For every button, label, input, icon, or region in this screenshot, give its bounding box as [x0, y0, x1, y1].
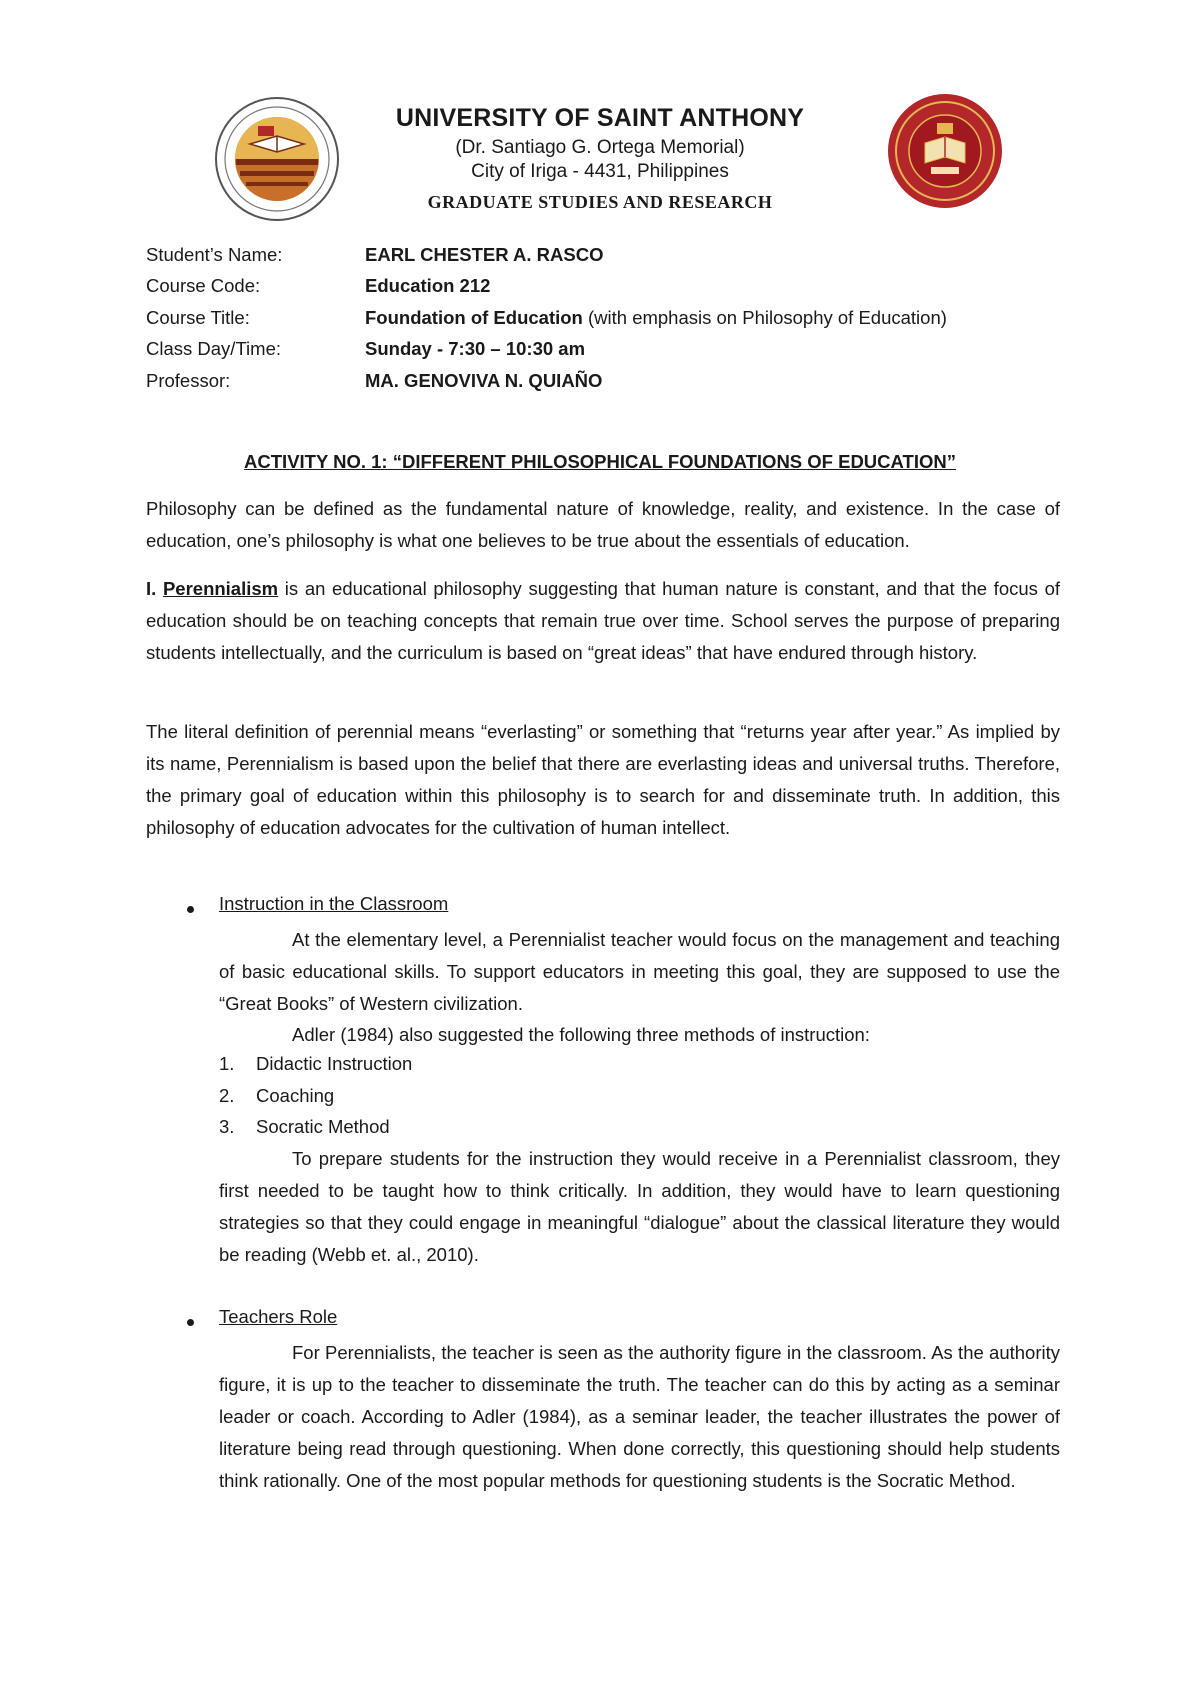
instruction-paragraph-1: At the elementary level, a Perennialist teacher would focus on the management and teaching of basic educational skills. To support educators in meeting this goal, they are supposed to use the “Great Books” of Western civilization. [219, 929, 1060, 1014]
perennialism-text: is an educational philosophy suggesting that human nature is constant, and that the focus of education should be on teaching concepts that remain true over time. School serves the purpose of preparing students intellectually, and the curriculum is based on “great ideas” that have endured through history. [146, 578, 1060, 663]
location-subtitle: City of Iriga - 4431, Philippines [471, 161, 729, 182]
intro-paragraph: Philosophy can be defined as the fundamental nature of knowledge, reality, and existence. In the case of education, one’s philosophy is what one believes to be true about the essentials of education. [146, 498, 1060, 551]
teachers-role-paragraph: For Perennialists, the teacher is seen as the authority figure in the classroom. As the authority figure, it is up to the teacher to disseminate the truth. The teacher can do this by acting as a seminar leader or coach. According to Adler (1984), as a seminar leader, the teacher illustrates the power of literature being read through questioning. When done correctly, this questioning should help students think rationally. One of the most popular methods for questioning students is the Socratic Method. [219, 1342, 1060, 1491]
class-time: Sunday - 7:30 – 10:30 am [365, 338, 586, 359]
list-number: 3. [219, 1116, 235, 1137]
info-label: Student’s Name: [146, 244, 283, 265]
university-name: UNIVERSITY OF SAINT ANTHONY [395, 104, 805, 132]
course-code: Education 212 [365, 275, 491, 296]
method-item: Didactic Instruction [256, 1053, 413, 1074]
perennialism-paragraph [146, 573, 1060, 669]
instruction-paragraph-2: Adler (1984) also suggested the following three methods of instruction: [292, 1024, 870, 1045]
course-title-main: Foundation of Education [365, 307, 583, 328]
bullet-icon [187, 1319, 194, 1326]
list-number: 2. [219, 1085, 235, 1106]
bullet-icon [187, 906, 194, 913]
activity-title: ACTIVITY NO. 1: “DIFFERENT PHILOSOPHICAL FOUNDATIONS OF EDUCATION” [244, 451, 956, 472]
info-label: Course Title: [146, 307, 250, 328]
instruction-paragraph-3: To prepare students for the instruction they would receive in a Perennialist classroom, they first needed to be taught how to think critically. In addition, they would have to learn questioning strategies so that they could engage in meaningful “dialogue” about the classical literature they would be reading (Webb et. al., 2010). [219, 1148, 1060, 1265]
list-number: 1. [219, 1053, 235, 1074]
instruction-heading: Instruction in the Classroom [219, 893, 449, 914]
info-label: Course Code: [146, 275, 261, 296]
perennialism-term: Perennialism [162, 578, 279, 599]
info-label: Professor: [146, 370, 231, 391]
definition-paragraph: The literal definition of perennial means “everlasting” or something that “returns year after year.” As implied by its name, Perennialism is based upon the belief that there are everlasting ideas and universal truths. Therefore, the primary goal of education within this philosophy is to search for and disseminate truth. In addition, this philosophy of education advocates for the cultivation of human intellect. [146, 721, 1060, 838]
student-name: EARL CHESTER A. RASCO [365, 244, 604, 265]
teachers-role-heading: Teachers Role [219, 1306, 338, 1327]
memorial-subtitle: (Dr. Santiago G. Ortega Memorial) [455, 137, 745, 158]
course-title-emphasis: (with emphasis on Philosophy of Education) [582, 307, 947, 328]
department-title: GRADUATE STUDIES AND RESEARCH [427, 192, 773, 212]
course-title [365, 307, 947, 329]
method-item: Socratic Method [256, 1116, 390, 1137]
professor-name: MA. GENOVIVA N. QUIAÑO [365, 370, 603, 391]
method-item: Coaching [256, 1085, 335, 1106]
info-label: Class Day/Time: [146, 338, 282, 359]
section-numeral: I. [146, 578, 163, 599]
